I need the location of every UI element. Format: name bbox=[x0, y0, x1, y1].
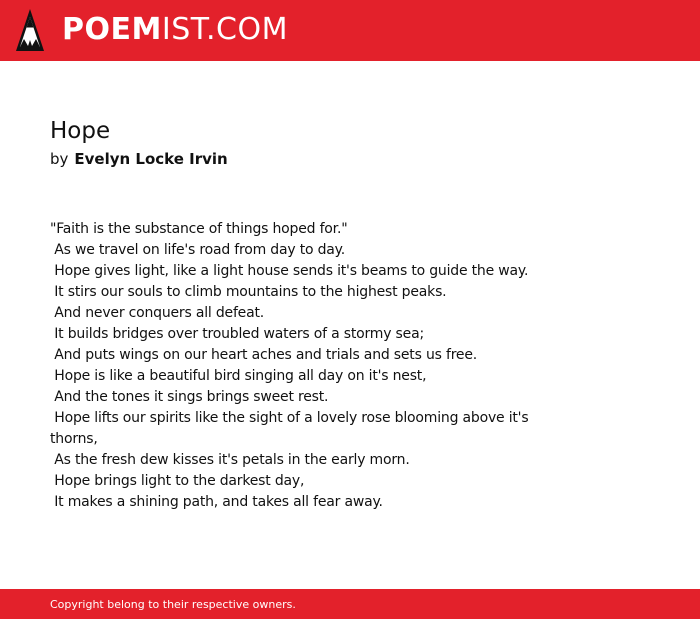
author-name[interactable]: Evelyn Locke Irvin bbox=[74, 150, 228, 168]
byline bbox=[50, 148, 228, 170]
pencil-icon[interactable] bbox=[16, 9, 44, 51]
poem-line: As the fresh dew kisses it's petals in the early morn. bbox=[50, 452, 410, 468]
poem-line: Hope gives light, like a light house sends it's beams to guide the way. bbox=[50, 263, 529, 279]
logo-light-text: IST.COM bbox=[161, 12, 288, 47]
poem-line: "Faith is the substance of things hoped for." bbox=[50, 221, 348, 237]
poem-line: It builds bridges over troubled waters of a stormy sea; bbox=[50, 326, 424, 342]
by-label: by bbox=[50, 150, 69, 168]
logo-bold-text: POEM bbox=[62, 12, 162, 47]
poem-body bbox=[50, 219, 550, 513]
poem-line: And the tones it sings brings sweet rest. bbox=[50, 389, 329, 405]
site-logo[interactable] bbox=[62, 13, 288, 47]
poem-line: As we travel on life's road from day to day. bbox=[50, 242, 346, 258]
poem-line: thorns, bbox=[50, 431, 98, 447]
poem-line: Hope brings light to the darkest day, bbox=[50, 473, 305, 489]
poem-line: It stirs our souls to climb mountains to the highest peaks. bbox=[50, 284, 447, 300]
poem-line: Hope lifts our spirits like the sight of a lovely rose blooming above it's bbox=[50, 410, 529, 426]
site-header bbox=[0, 0, 700, 61]
poem-line: Hope is like a beautiful bird singing all day on it's nest, bbox=[50, 368, 427, 384]
poem-title: Hope bbox=[50, 118, 111, 144]
site-footer bbox=[0, 589, 700, 619]
poem-line: It makes a shining path, and takes all fear away. bbox=[50, 494, 383, 510]
copyright-text: Copyright belong to their respective owners. bbox=[50, 598, 296, 611]
poem-line: And never conquers all defeat. bbox=[50, 305, 265, 321]
poem-line: And puts wings on our heart aches and trials and sets us free. bbox=[50, 347, 478, 363]
